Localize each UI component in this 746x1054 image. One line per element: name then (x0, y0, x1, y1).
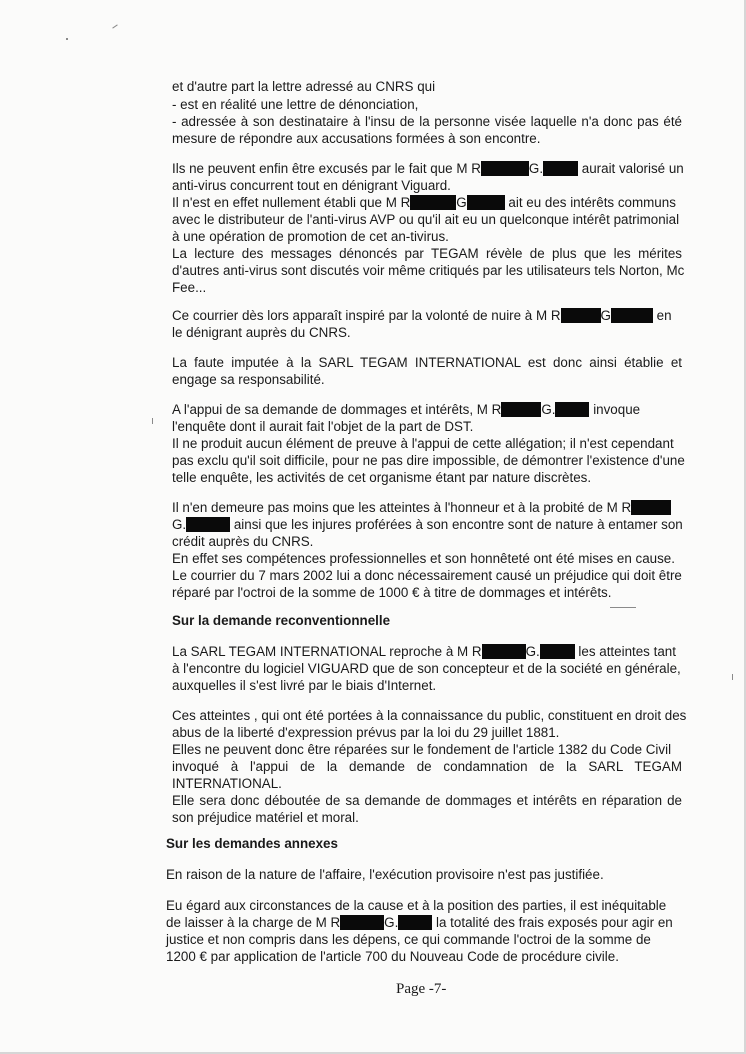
text-segment: G (600, 308, 611, 323)
text-line-redacted (172, 499, 671, 516)
scan-dash (610, 607, 636, 608)
text-segment: aurait valorisé un (578, 161, 684, 176)
text-line: d'autres anti-virus sont discutés voir même critiqués par les utilisateurs tels Norton, Mc (172, 263, 685, 278)
section-heading: Sur la demande reconventionnelle (172, 613, 391, 628)
text-line: Elles ne peuvent donc être réparées sur le fondement de l'article 1382 du Code Civil (172, 742, 672, 757)
text-line: Eu égard aux circonstances de la cause et à la position des parties, il est inéquitable (166, 898, 667, 913)
text-segment: G. (525, 644, 540, 659)
text-line-redacted (172, 194, 676, 211)
text-segment: A l'appui de sa demande de dommages et intérêts, M R (172, 402, 502, 417)
text-segment: G. (541, 402, 556, 417)
redaction-block (631, 500, 671, 515)
text-segment: Il n'en demeure pas moins que les atteintes à l'honneur et à la probité de M R (172, 500, 632, 515)
page-number: Page -7- (396, 981, 447, 997)
text-line: En effet ses compétences professionnelles et son honnêteté ont été mises en cause. (172, 551, 675, 566)
text-line: engage sa responsabilité. (172, 372, 325, 387)
text-line-redacted (172, 307, 672, 324)
text-segment: les atteintes tant (574, 644, 676, 659)
text-segment: G. (384, 915, 399, 930)
text-line: et d'autre part la lettre adressé au CNRS qui (172, 79, 436, 94)
scan-speck (732, 674, 733, 680)
text-line: anti-virus concurrent tout en dénigrant Viguard. (172, 178, 451, 193)
text-line: Elle sera donc déboutée de sa demande de dommages et intérêts en réparation de (172, 793, 682, 808)
text-line: justice et non compris dans les dépens, ce qui commande l'octroi de la somme de (166, 932, 651, 947)
redaction-block (561, 308, 601, 323)
text-segment: La SARL TEGAM INTERNATIONAL reproche à M R (172, 644, 482, 659)
text-segment: ainsi que les injures proférées à son encontre sont de nature à entamer son (230, 517, 683, 532)
text-line: à une opération de promotion de cet an-tivirus. (172, 229, 449, 244)
redaction-block (467, 195, 505, 210)
text-segment: Ce courrier dès lors apparaît inspiré par la volonté de nuire à M R (172, 308, 561, 323)
text-line: crédit auprès du CNRS. (172, 534, 314, 549)
text-segment: G. (172, 517, 187, 532)
text-line: le dénigrant auprès du CNRS. (172, 325, 351, 340)
text-segment: G. (528, 161, 544, 176)
scan-speck (112, 24, 117, 28)
text-line: invoqué à l'appui de la demande de condamnation de la SARL TEGAM (172, 759, 682, 774)
section-heading: Sur les demandes annexes (166, 836, 338, 851)
text-segment: Il n'est en effet nullement établi que M R (172, 195, 411, 210)
text-line: telle enquête, les activités de cet organisme étant par nature discrètes. (172, 470, 592, 485)
scan-speck (152, 418, 153, 424)
text-line: La lecture des messages dénoncés par TEGAM révèle de plus que les mérites (172, 246, 682, 261)
redaction-block (540, 644, 575, 659)
text-line: réparé par l'octroi de la somme de 1000 € à titre de dommages et intérêts. (172, 585, 612, 600)
redaction-block (481, 161, 529, 176)
redaction-block (340, 915, 384, 930)
redaction-block (398, 915, 432, 930)
text-line: INTERNATIONAL. (172, 776, 282, 791)
text-line: Fee... (172, 280, 207, 295)
text-segment: la totalité des frais exposés pour agir en (432, 915, 673, 930)
redaction-block (410, 195, 456, 210)
redaction-block (611, 308, 653, 323)
text-line-redacted (172, 643, 676, 660)
text-segment: de laisser à la charge de M R (166, 915, 341, 930)
redaction-block (186, 517, 230, 532)
text-line: Le courrier du 7 mars 2002 lui a donc nécessairement causé un préjudice qui doit être (172, 568, 682, 583)
text-segment: en (652, 308, 672, 323)
text-line: 1200 € par application de l'article 700 du Nouveau Code de procédure civile. (166, 949, 619, 964)
text-line-redacted (166, 914, 673, 931)
text-line: - est en réalité une lettre de dénonciation, (172, 97, 419, 112)
text-line: pas exclu qu'il soit difficile, pour ne pas dire impossible, de démontrer l'existence d'une (172, 453, 685, 468)
text-segment: ait eu des intérêts communs (504, 195, 676, 210)
scan-speck (66, 38, 68, 40)
text-line: - adressée à son destinataire à l'insu de la personne visée laquelle n'a donc pas été (172, 114, 682, 129)
text-line: avec le distributeur de l'anti-virus AVP ou qu'il ait eu un quelconque intérêt patrimonial (172, 212, 680, 227)
text-segment: invoque (589, 402, 641, 417)
text-segment: G (456, 195, 467, 210)
text-line: En raison de la nature de l'affaire, l'exécution provisoire n'est pas justifiée. (166, 867, 604, 882)
text-line: Ces atteintes , qui ont été portées à la connaissance du public, constituent en droit des (172, 708, 687, 723)
text-line: La faute imputée à la SARL TEGAM INTERNATIONAL est donc ainsi établie et (172, 355, 682, 370)
text-line: l'enquête dont il aurait fait l'objet de la part de DST. (172, 419, 474, 434)
text-segment: Ils ne peuvent enfin être excusés par le fait que M R (172, 161, 481, 176)
text-line-redacted (172, 401, 640, 418)
text-line: mesure de répondre aux accusations formées à son encontre. (172, 131, 541, 146)
text-line: abus de la liberté d'expression prévus par la loi du 29 juillet 1881. (172, 725, 560, 740)
text-line: à l'encontre du logiciel VIGUARD que de son concepteur et de la société en générale, (172, 661, 681, 676)
text-line-redacted (172, 160, 684, 177)
redaction-block (555, 402, 589, 417)
text-line: son préjudice matériel et moral. (172, 810, 359, 825)
redaction-block (543, 161, 578, 176)
text-line: Il ne produit aucun élément de preuve à l'appui de cette allégation; il n'est cependant (172, 436, 674, 451)
text-line-redacted (172, 516, 683, 533)
redaction-block (501, 402, 541, 417)
redaction-block (482, 644, 526, 659)
text-line: auxquelles il s'est livré par le biais d'Internet. (172, 678, 437, 693)
